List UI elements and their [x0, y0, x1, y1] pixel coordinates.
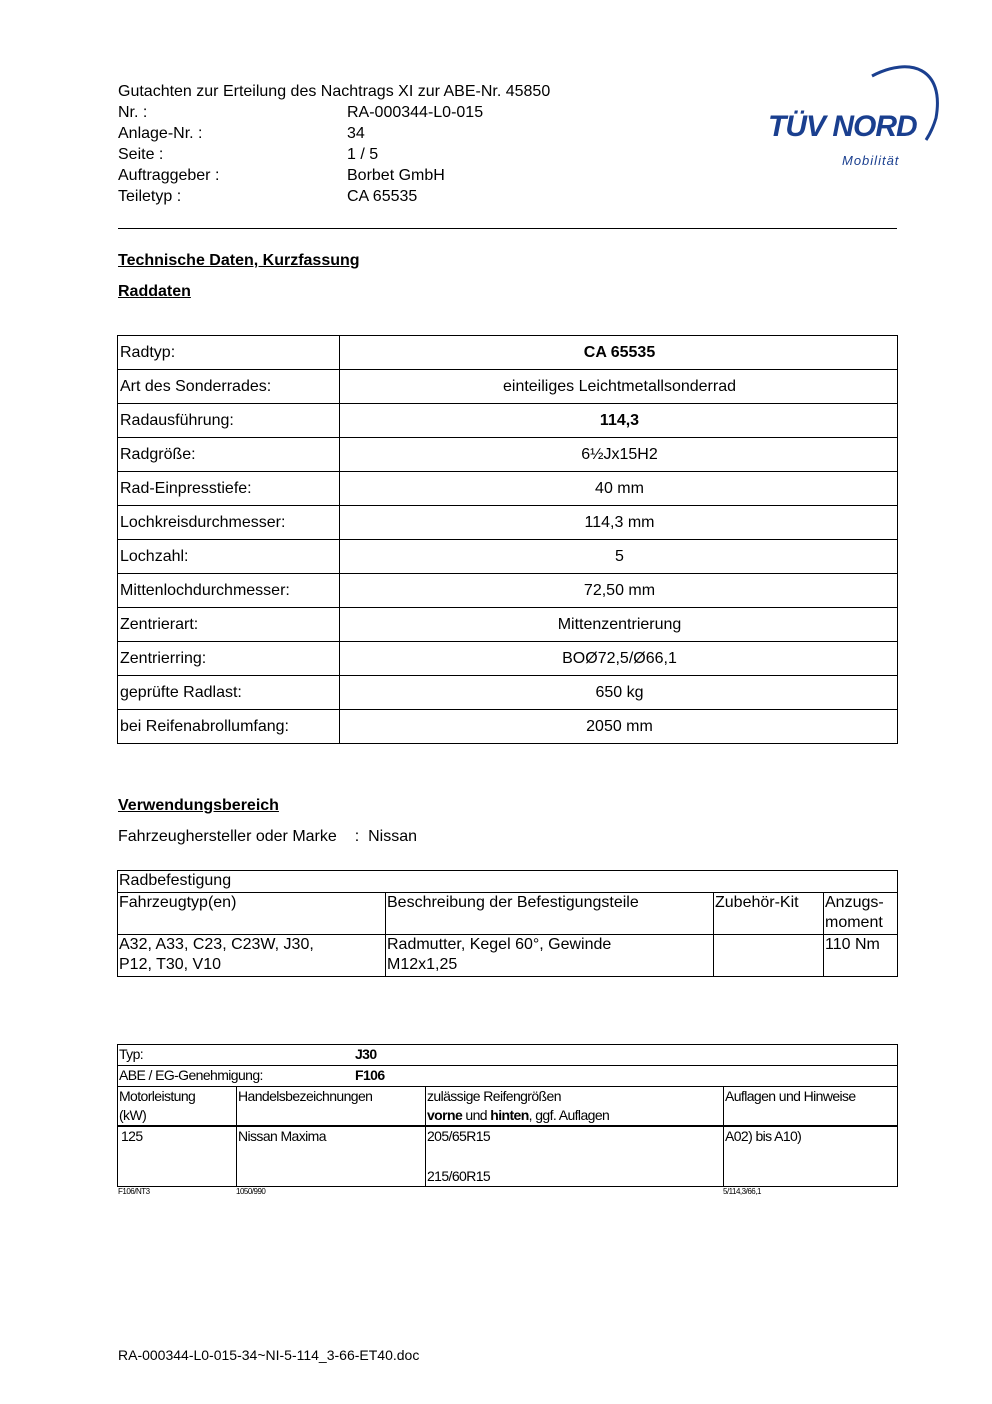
- desc-line2: M12x1,25: [387, 956, 458, 973]
- typ-table: [117, 1044, 898, 1187]
- table-row: [118, 472, 898, 506]
- nr-value: RA-000344-L0-015: [347, 104, 484, 121]
- table-row: [118, 506, 898, 540]
- raddaten-value: BOØ72,5/Ø66,1: [340, 642, 898, 676]
- table-row: [118, 1045, 898, 1066]
- raddaten-label: Radtyp:: [118, 336, 340, 370]
- auftraggeber-label: Auftraggeber :: [118, 167, 220, 184]
- tire-size-2: 215/60R15: [427, 1168, 491, 1184]
- header-beschreibung: Beschreibung der Befestigungsteile: [386, 893, 714, 935]
- raddaten-value: 2050 mm: [340, 710, 898, 744]
- raddaten-label: Art des Sonderrades:: [118, 370, 340, 404]
- anlage-label: Anlage-Nr. :: [118, 125, 203, 142]
- raddaten-label: geprüfte Radlast:: [118, 676, 340, 710]
- logo-wordmark: TÜV NORD: [768, 110, 917, 143]
- fahrzeughersteller-sep: :: [354, 828, 360, 845]
- raddaten-value: 5: [340, 540, 898, 574]
- cell-reifen: [426, 1126, 724, 1187]
- raddaten-value: 114,3 mm: [340, 506, 898, 540]
- raddaten-value: 650 kg: [340, 676, 898, 710]
- seite-label: Seite :: [118, 146, 164, 163]
- foot-code-a: F106/NT3: [118, 1187, 150, 1196]
- auftraggeber-value: Borbet GmbH: [347, 167, 445, 184]
- abe-label: ABE / EG-Genehmigung:: [119, 1067, 263, 1083]
- raddaten-value: 72,50 mm: [340, 574, 898, 608]
- raddaten-value: 6½Jx15H2: [340, 438, 898, 472]
- nr-label: Nr. :: [118, 104, 148, 121]
- auflagen-text: , ggf. Auflagen: [528, 1107, 610, 1123]
- reifengroessen-line1: zulässige Reifengrößen: [427, 1088, 561, 1104]
- raddaten-label: bei Reifenabrollumfang:: [118, 710, 340, 744]
- cell-kw: 125: [118, 1126, 237, 1187]
- cell-anzugsmoment: 110 Nm: [824, 935, 898, 977]
- fahrzeughersteller-label: Fahrzeughersteller oder Marke: [118, 828, 337, 845]
- table-row: [118, 438, 898, 472]
- tuv-nord-logo: [760, 58, 946, 176]
- hinten-text: hinten: [490, 1107, 529, 1123]
- table-row: [118, 893, 898, 935]
- teiletyp-label: Teiletyp :: [118, 188, 182, 205]
- raddaten-value: CA 65535: [340, 336, 898, 370]
- reifengroessen-line2: [427, 1106, 723, 1125]
- fahrzeughersteller-line: [118, 828, 417, 846]
- teiletyp-value: CA 65535: [347, 188, 418, 205]
- table-row: [118, 710, 898, 744]
- table-row: [118, 1066, 898, 1087]
- tire-size-1: 205/65R15: [427, 1128, 491, 1144]
- header-motorleistung: [118, 1087, 237, 1127]
- header-fahrzeugtyp: Fahrzeugtyp(en): [118, 893, 386, 935]
- types-line1: A32, A33, C23, C23W, J30,: [119, 936, 314, 953]
- table-row: [118, 336, 898, 370]
- tech-heading: Technische Daten, Kurzfassung: [118, 252, 360, 269]
- raddaten-label: Zentrierring:: [118, 642, 340, 676]
- header-zubehoer: Zubehör-Kit: [714, 893, 824, 935]
- raddaten-value: 114,3: [340, 404, 898, 438]
- document-title: Gutachten zur Erteilung des Nachtrags XI zur ABE-Nr. 45850: [118, 83, 551, 100]
- table-row: [118, 540, 898, 574]
- table-row: [118, 871, 898, 893]
- header-moment-line2: moment: [825, 914, 883, 931]
- table-row: [118, 642, 898, 676]
- desc-line1: Radmutter, Kegel 60°, Gewinde: [387, 936, 612, 953]
- raddaten-table: [117, 335, 898, 744]
- table-row: [118, 404, 898, 438]
- raddaten-heading: Raddaten: [118, 283, 191, 300]
- motorleistung-line1: Motorleistung: [119, 1088, 196, 1104]
- table-row: [118, 370, 898, 404]
- cell-beschreibung: [386, 935, 714, 977]
- raddaten-label: Mittenlochdurchmesser:: [118, 574, 340, 608]
- radbefestigung-table: [117, 870, 898, 977]
- typ-row: [118, 1045, 898, 1066]
- cell-zubehoer: [714, 935, 824, 977]
- abe-value: F106: [355, 1067, 385, 1083]
- foot-code-c: 5/114,3/66,1: [723, 1187, 761, 1196]
- table-row: [118, 608, 898, 642]
- raddaten-label: Lochzahl:: [118, 540, 340, 574]
- verwendung-heading: Verwendungsbereich: [118, 797, 279, 814]
- cell-fahrzeugtypen: [118, 935, 386, 977]
- cell-hinweise: A02) bis A10): [724, 1126, 898, 1187]
- table-row: [118, 574, 898, 608]
- vorne-text: vorne: [427, 1107, 463, 1123]
- raddaten-label: Zentrierart:: [118, 608, 340, 642]
- motorleistung-line2: (kW): [119, 1107, 147, 1123]
- anlage-value: 34: [347, 125, 365, 142]
- table-row: [118, 1126, 898, 1187]
- raddaten-label: Radgröße:: [118, 438, 340, 472]
- raddaten-label: Lochkreisdurchmesser:: [118, 506, 340, 540]
- file-footer: RA-000344-L0-015-34~NI-5-114_3-66-ET40.doc: [118, 1347, 420, 1363]
- raddaten-value: Mittenzentrierung: [340, 608, 898, 642]
- radbefestigung-title: Radbefestigung: [118, 871, 898, 893]
- raddaten-value: 40 mm: [340, 472, 898, 506]
- raddaten-label: Radausführung:: [118, 404, 340, 438]
- header-auflagen: Auflagen und Hinweise: [724, 1087, 898, 1127]
- cell-handelsname: Nissan Maxima: [237, 1126, 426, 1187]
- fahrzeughersteller-value: Nissan: [368, 828, 418, 845]
- table-row: [118, 676, 898, 710]
- und-text: und: [462, 1107, 491, 1123]
- header-divider: [118, 228, 897, 229]
- header-anzugsmoment: [824, 893, 898, 935]
- seite-value: 1 / 5: [347, 146, 379, 163]
- foot-code-b: 1050/990: [236, 1187, 266, 1196]
- raddaten-label: Rad-Einpresstiefe:: [118, 472, 340, 506]
- logo-subtitle: Mobilität: [842, 153, 900, 168]
- types-line2: P12, T30, V10: [119, 956, 221, 973]
- header-reifengroessen: [426, 1087, 724, 1127]
- abe-row: [118, 1066, 898, 1087]
- table-row: [118, 935, 898, 977]
- raddaten-value: einteiliges Leichtmetallsonderrad: [340, 370, 898, 404]
- header-moment-line1: Anzugs-: [825, 894, 884, 911]
- table-row: [118, 1087, 898, 1127]
- typ-value: J30: [355, 1046, 377, 1062]
- typ-label: Typ:: [119, 1046, 144, 1062]
- header-handelsbezeichnungen: Handelsbezeichnungen: [237, 1087, 426, 1127]
